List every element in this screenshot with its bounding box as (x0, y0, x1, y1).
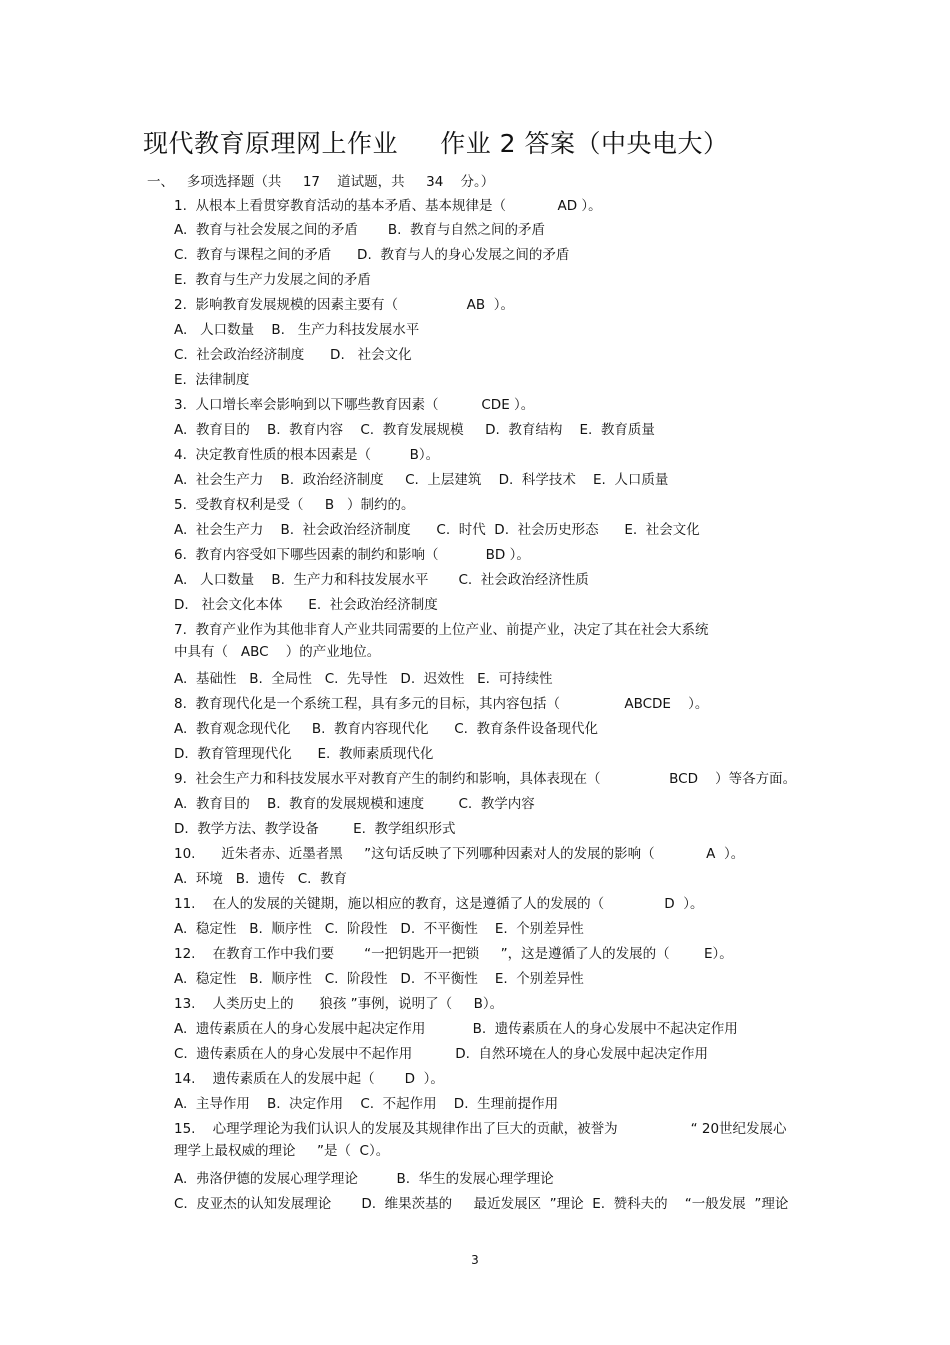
option-line: A. 主导作用 B. 决定作用 C. 不起作用 D. 生理前提作用 (174, 1096, 559, 1112)
question-line: 2. 影响教育发展规模的因素主要有（ AB ）。 (174, 297, 514, 313)
question-line: 8. 教育现代化是一个系统工程，具有多元的目标，其内容包括（ ABCDE ）。 (174, 696, 709, 712)
option-line: A. 环境 B. 遗传 C. 教育 (174, 871, 348, 887)
question-line: 10. 近朱者赤、近墨者黑 ”这句话反映了下列哪种因素对人的发展的影响（ A ）。 (174, 846, 745, 862)
option-line: A. 弗洛伊德的发展心理学理论 B. 华生的发展心理学理论 (174, 1171, 554, 1187)
page-number: 3 (471, 1253, 479, 1267)
option-line: C. 遗传素质在人的身心发展中不起作用 D. 自然环境在人的身心发展中起决定作用 (174, 1046, 708, 1062)
option-line: A. 教育目的 B. 教育内容 C. 教育发展规模 D. 教育结构 E. 教育质量 (174, 422, 655, 438)
option-line: A. 教育观念现代化 B. 教育内容现代化 C. 教育条件设备现代化 (174, 721, 599, 737)
question-line: 4. 决定教育性质的根本因素是（ B）。 (174, 447, 440, 463)
option-line: A. 基础性 B. 全局性 C. 先导性 D. 迟效性 E. 可持续性 (174, 671, 553, 687)
option-line: D. 教学方法、教学设备 E. 教学组织形式 (174, 821, 456, 837)
question-line: 7. 教育产业作为其他非育人产业共同需要的上位产业、前提产业，决定了其在社会大系统 (174, 622, 709, 638)
question-line: 11. 在人的发展的关键期，施以相应的教育，这是遵循了人的发展的（ D ）。 (174, 896, 704, 912)
question-line: 6. 教育内容受如下哪些因素的制约和影响（ BD ）。 (174, 547, 530, 563)
question-line: 13. 人类历史上的 狼孩 ”事例，说明了（ B）。 (174, 996, 504, 1012)
option-line: 理学上最权威的理论 ”是（ C）。 (174, 1143, 390, 1159)
option-line: A. 人口数量 B. 生产力和科技发展水平 C. 社会政治经济性质 (174, 572, 589, 588)
option-line: 中具有（ ABC ）的产业地位。 (174, 644, 381, 660)
option-line: D. 教育管理现代化 E. 教师素质现代化 (174, 746, 434, 762)
option-line: D. 社会文化本体 E. 社会政治经济制度 (174, 597, 438, 613)
document-title: 现代教育原理网上作业 作业 2 答案（中央电大） (143, 129, 729, 158)
option-line: A. 遗传素质在人的身心发展中起决定作用 B. 遗传素质在人的身心发展中不起决定作用 (174, 1021, 738, 1037)
option-line: A. 稳定性 B. 顺序性 C. 阶段性 D. 不平衡性 E. 个别差异性 (174, 921, 584, 937)
option-line: A. 教育目的 B. 教育的发展规模和速度 C. 教学内容 (174, 796, 535, 812)
section-heading: 一、 多项选择题（共 17 道试题，共 34 分。） (147, 174, 495, 190)
question-line: 12. 在教育工作中我们要 “一把钥匙开一把锁 ”，这是遵循了人的发展的（ E）。 (174, 946, 733, 962)
option-line: C. 社会政治经济制度 D. 社会文化 (174, 347, 412, 363)
option-line: C. 皮亚杰的认知发展理论 D. 维果茨基的 最近发展区 ”理论 E. 赞科夫的 “一般发展 ”理论 (174, 1196, 789, 1212)
option-line: E. 教育与生产力发展之间的矛盾 (174, 272, 371, 288)
option-line: A. 社会生产力 B. 政治经济制度 C. 上层建筑 D. 科学技术 E. 人口质量 (174, 472, 669, 488)
option-line: C. 教育与课程之间的矛盾 D. 教育与人的身心发展之间的矛盾 (174, 247, 570, 263)
question-line: 5. 受教育权利是受（ B ）制约的。 (174, 497, 415, 513)
question-line: 9. 社会生产力和科技发展水平对教育产生的制约和影响，具体表现在（ BCD ）等各方面。 (174, 771, 797, 787)
question-line: 1. 从根本上看贯穿教育活动的基本矛盾、基本规律是（ AD ）。 (174, 198, 602, 214)
question-line: 3. 人口增长率会影响到以下哪些教育因素（ CDE ）。 (174, 397, 535, 413)
option-line: A. 教育与社会发展之间的矛盾 B. 教育与自然之间的矛盾 (174, 222, 546, 238)
option-line: A. 社会生产力 B. 社会政治经济制度 C. 时代 D. 社会历史形态 E. 社会文化 (174, 522, 700, 538)
option-line: A. 人口数量 B. 生产力科技发展水平 (174, 322, 420, 338)
option-line: A. 稳定性 B. 顺序性 C. 阶段性 D. 不平衡性 E. 个别差异性 (174, 971, 584, 987)
question-line: 15. 心理学理论为我们认识人的发展及其规律作出了巨大的贡献，被誉为 “ 20世纪发展心 (174, 1121, 787, 1137)
question-line: 14. 遗传素质在人的发展中起（ D ）。 (174, 1071, 444, 1087)
option-line: E. 法律制度 (174, 372, 250, 388)
